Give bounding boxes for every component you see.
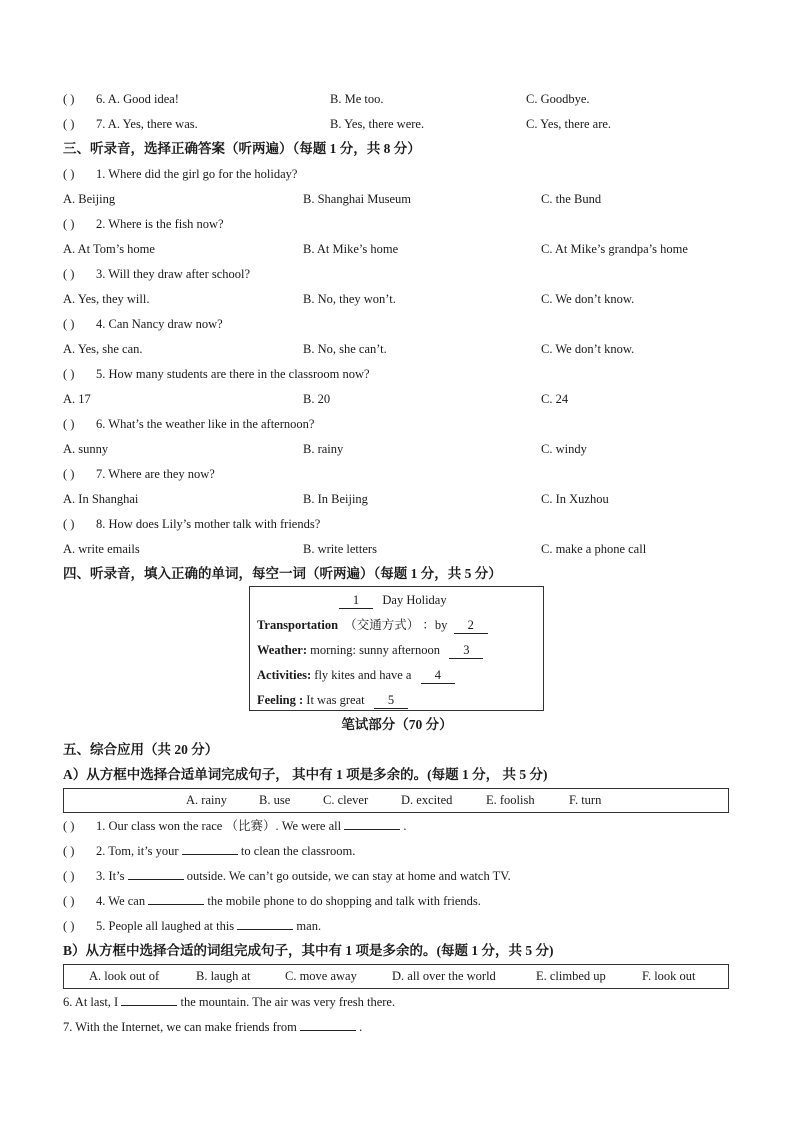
option-b: B. Yes, there were. [330,117,425,131]
question-text: 4. We can [96,894,146,908]
answer-blank[interactable] [148,892,204,905]
question-row [63,314,223,334]
answer-blank[interactable] [237,917,293,930]
answer-paren[interactable]: ( ) [63,869,75,883]
question-text: . [359,1020,363,1034]
answer-paren[interactable]: ( ) [63,467,75,481]
option-b: B. 20 [303,392,331,406]
question-text: 2. Tom, it’s your [96,844,179,858]
question-text: 1. Where did the girl go for the holiday? [96,167,298,181]
options-row [63,289,729,309]
section-heading: 四、听录音，填入正确的单词，每空一词（听两遍）（每题 1 分，共 5 分） [63,566,502,581]
option-c: C. Yes, there are. [526,117,612,131]
option-b: B. No, they won’t. [303,292,396,306]
blank-5[interactable]: 5 [374,692,408,709]
section-heading: 三、听录音，选择正确答案（听两遍）（每题 1 分，共 8 分） [63,141,421,156]
question-text: the mountain. The air was very fresh there. [180,995,396,1009]
option-a: A. At Tom’s home [63,242,155,256]
option-c: C. make a phone call [541,542,647,556]
answer-paren[interactable]: ( ) [63,167,75,181]
question-row [63,264,250,284]
question-row [63,214,224,234]
answer-blank[interactable] [182,842,238,855]
option-a: A. write emails [63,542,140,556]
word-option: D. excited [401,793,453,807]
answer-blank[interactable] [121,993,177,1006]
answer-paren[interactable]: ( ) [63,217,75,231]
question-text: 7. Where are they now? [96,467,215,481]
answer-paren[interactable]: ( ) [63,894,75,908]
option-a: A. Yes, they will. [63,292,150,306]
question-text: 5. People all laughed at this [96,919,235,933]
word-option: E. foolish [486,793,535,807]
question-text: 3. It’s [96,869,125,883]
fill-question [63,866,511,886]
form-activities: Activities: fly kites and have a 4 [257,665,455,685]
option-b: B. write letters [303,542,377,556]
question-text: outside. We can’t go outside, we can stay at home and watch TV. [186,869,511,883]
question-row [63,464,215,484]
option-a: A. 17 [63,392,91,406]
written-part-title: 笔试部分（70 分） [341,717,453,732]
answer-paren[interactable]: ( ) [63,819,75,833]
options-row [63,339,729,359]
options-row [63,389,729,409]
word-bank-a [63,788,729,813]
option-c: C. We don’t know. [541,292,635,306]
option-b: B. In Beijing [303,492,368,506]
option-a: A. In Shanghai [63,492,139,506]
blank-4[interactable]: 4 [421,667,455,684]
fill-question [63,816,406,836]
blank-3[interactable]: 3 [449,642,483,659]
answer-paren[interactable]: ( ) [63,517,75,531]
option-c: C. We don’t know. [541,342,635,356]
question-row [63,414,314,434]
form-feeling: Feeling : It was great 5 [257,690,408,710]
fill-question [63,841,355,861]
question-text: 5. How many students are there in the classroom now? [96,367,370,381]
question-row [63,364,370,384]
question-row [63,514,320,534]
answer-paren[interactable]: ( ) [63,919,75,933]
fill-question [63,916,321,936]
options-row [63,189,729,209]
answer-blank[interactable] [128,867,184,880]
options-row [63,439,729,459]
phrase-option: B. laugh at [196,969,251,983]
fill-question [63,891,481,911]
phrase-option: C. move away [285,969,357,983]
option-b: B. No, she can’t. [303,342,387,356]
option-c: C. In Xuzhou [541,492,609,506]
blank-2[interactable]: 2 [454,617,488,634]
option-a: A. sunny [63,442,109,456]
question-text: to clean the classroom. [240,844,356,858]
word-option: A. rainy [186,793,227,807]
question-text: man. [296,919,322,933]
option-b: B. Shanghai Museum [303,192,411,206]
answer-paren[interactable]: ( ) [63,417,75,431]
answer-paren: ( ) [63,117,75,131]
phrase-option: A. look out of [89,969,160,983]
answer-blank[interactable] [344,817,400,830]
holiday-form-box [249,586,544,711]
form-title: 1 Day Holiday [339,590,447,610]
question: ( ) 6. A. Good idea! [63,89,179,109]
question-text: 7. With the Internet, we can make friends from [63,1020,297,1034]
question-text: . [403,819,407,833]
answer-paren[interactable]: ( ) [63,367,75,381]
fill-question [63,992,395,1012]
question: ( ) 7. A. Yes, there was. [63,114,198,134]
option-c: C. windy [541,442,587,456]
option-a: A. Beijing [63,192,116,206]
question-row [63,114,729,134]
option-a: A. Yes, she can. [63,342,143,356]
fill-question [63,1017,362,1037]
phrase-option: E. climbed up [536,969,606,983]
phrase-option: D. all over the world [392,969,496,983]
phrase-bank-b [63,964,729,989]
option-b: B. At Mike’s home [303,242,399,256]
option-c: C. Goodbye. [526,92,590,106]
question-text: 6. What’s the weather like in the afternoon? [96,417,315,431]
options-row [63,239,729,259]
section-heading: 五、综合应用（共 20 分） [63,742,219,757]
question-text: 3. Will they draw after school? [96,267,251,281]
blank-1[interactable]: 1 [339,592,373,609]
option-b: B. Me too. [330,92,384,106]
question-text: 6. At last, I [63,995,119,1009]
answer-paren: ( ) [63,92,75,106]
question-text: the mobile phone to do shopping and talk with friends. [207,894,481,908]
answer-paren[interactable]: ( ) [63,267,75,281]
answer-blank[interactable] [300,1018,356,1031]
part-a-heading: A）从方框中选择合适单词完成句子， 其中有 1 项是多余的。(每题 1 分， 共 5 分) [63,767,548,782]
question-text: 8. How does Lily’s mother talk with friends? [96,517,321,531]
question-row [63,164,297,184]
question-text: 4. Can Nancy draw now? [96,317,223,331]
question-text: 1. Our class won the race （比赛）. We were all [96,819,342,833]
question-row [63,89,729,109]
option-b: B. rainy [303,442,344,456]
form-weather: Weather: morning: sunny afternoon 3 [257,640,483,660]
word-option: C. clever [323,793,369,807]
word-option: F. turn [569,793,602,807]
option-c: C. At Mike’s grandpa’s home [541,242,688,256]
phrase-option: F. look out [642,969,696,983]
word-option: B. use [259,793,291,807]
option-c: C. the Bund [541,192,602,206]
options-row [63,539,729,559]
question-text: 2. Where is the fish now? [96,217,224,231]
answer-paren[interactable]: ( ) [63,844,75,858]
option-c: C. 24 [541,392,569,406]
answer-paren[interactable]: ( ) [63,317,75,331]
form-transport: Transportation （交通方式） ：by 2 [257,615,488,635]
part-b-heading: B）从方框中选择合适的词组完成句子，其中有 1 项是多余的。(每题 1 分，共 5 分) [63,943,554,958]
options-row [63,489,729,509]
